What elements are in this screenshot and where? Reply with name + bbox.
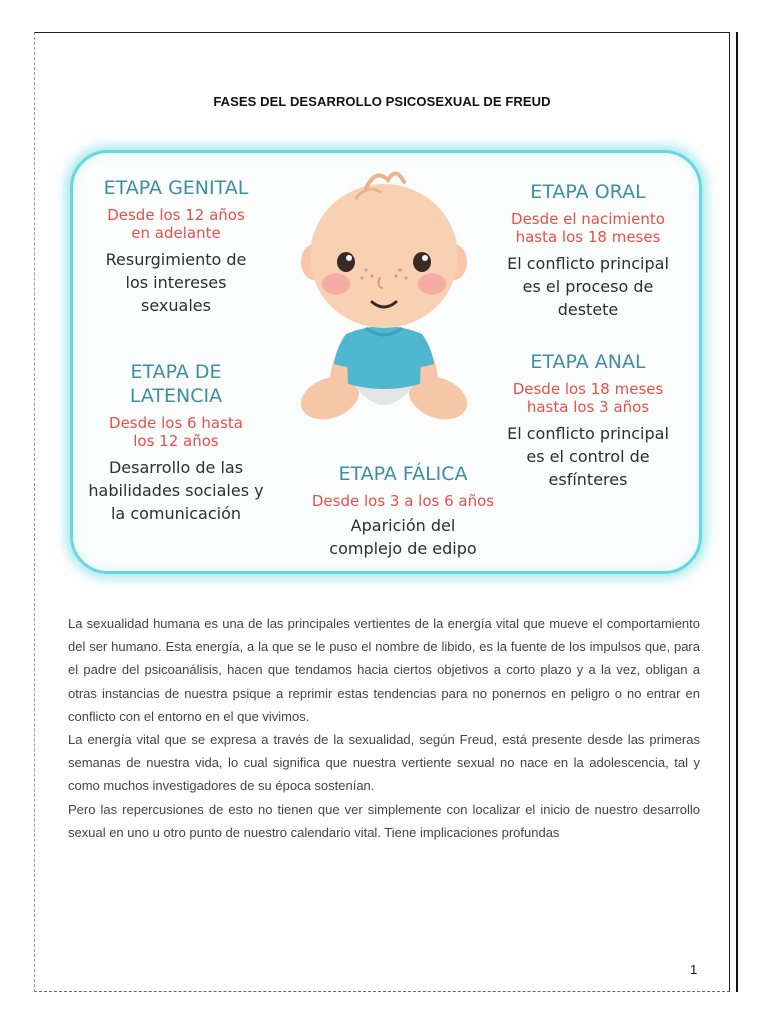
page-number: 1 xyxy=(690,962,698,977)
stage-anal-age: Desde los 18 meses hasta los 3 años xyxy=(512,380,664,416)
document-title: FASES DEL DESARROLLO PSICOSEXUAL DE FREUD xyxy=(213,94,551,109)
stage-latencia-age: Desde los 6 hasta los 12 años xyxy=(109,414,243,450)
paragraph-vital-energy: La energía vital que se expresa a través de la sexualidad, según Freud, está presente desde las primeras semanas de nuestra vida, lo cual significa que nuestra vertiente sexual no nace en la adolescencia, tal y como muchos investigadores de su época sostenían. xyxy=(68,732,700,794)
stage-genital-description: Resurgimiento de los intereses sexuales xyxy=(105,250,247,315)
page-edge-rule xyxy=(736,32,738,992)
stage-latencia-title: ETAPA DE LATENCIA xyxy=(129,361,223,407)
stage-anal-title: ETAPA ANAL xyxy=(530,351,646,373)
stage-falica-age: Desde los 3 a los 6 años xyxy=(311,492,495,510)
paragraph-repercussions: Pero las repercusiones de esto no tienen que ver simplemente con localizar el inicio de nuestro desarrollo sexual en uno u otro punto de nuestro calendario vital. Tiene implicaciones profundas xyxy=(68,801,700,840)
stage-falica xyxy=(286,462,520,560)
stage-anal-description: El conflicto principal es el control de esfínteres xyxy=(507,424,669,489)
stage-genital-title: ETAPA GENITAL xyxy=(103,177,249,199)
stage-oral-title: ETAPA ORAL xyxy=(530,181,646,203)
baby-illustration xyxy=(296,158,472,426)
stage-falica-title: ETAPA FÁLICA xyxy=(338,463,468,485)
body-text xyxy=(68,612,700,844)
stage-latencia-description: Desarrollo de las habilidades sociales y la comunicación xyxy=(88,458,264,523)
stage-latencia xyxy=(76,360,276,525)
stage-oral-description: El conflicto principal es el proceso de destete xyxy=(507,254,669,319)
stage-genital xyxy=(78,176,274,317)
stage-falica-description: Aparición del complejo de edipo xyxy=(329,516,477,558)
stage-oral-age: Desde el nacimiento hasta los 18 meses xyxy=(511,210,665,246)
stage-oral xyxy=(486,180,690,321)
paragraph-libido: La sexualidad humana es una de las principales vertientes de la energía vital que mueve el comportamiento del ser humano. Esta energía, a la que se le puso el nombre de libido, es la fuente de los impulsos que, para el padre del psicoanálisis, hacen que tendamos hacia ciertos objetivos a corto plazo y a la vez, obligan a otras instancias de nuestra psique a reprimir estas tendencias para no ponernos en peligro o no entrar en conflicto con el entorno en el que vivimos. xyxy=(68,616,700,724)
stage-genital-age: Desde los 12 años en adelante xyxy=(107,206,245,242)
